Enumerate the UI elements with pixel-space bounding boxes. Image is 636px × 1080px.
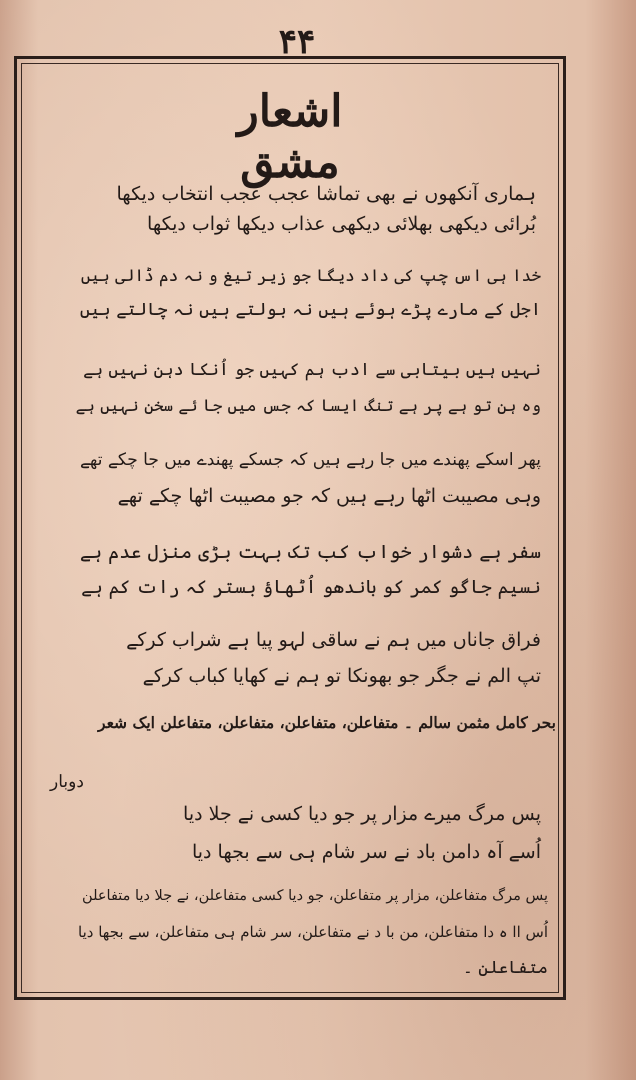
couplet-5-first-line: سفر ہے دشوار خواب کب تک بہت بڑی منزل عدم ہے: [79, 541, 541, 563]
couplet-1-first-line: ہماری آنکھوں نے بھی تماشا عجب عجب انتخاب دیکھا: [116, 183, 536, 205]
couplet-1-second-line: بُرائی دیکھی بھلائی دیکھی عذاب دیکھا ثواب دیکھا: [147, 213, 536, 235]
couplet-4-second-line: وہی مصیبت اٹھا رہے ہیں کہ جو مصیبت اٹھا چکے تھے: [117, 485, 541, 507]
sample-first-line: پس مرگ میرے مزار پر جو دیا کسی نے جلا دیا: [183, 803, 541, 825]
scansion-line-1: پس مرگ متفاعلن، مزار پر متفاعلن، جو دیا کسی متفاعلن، نے جلا دیا متفاعلن: [82, 888, 548, 904]
couplet-5-second-line: نسیم جاگو کمر کو باندھو اُٹھاؤ بستر کہ رات کم ہے: [81, 577, 541, 598]
couplet-4-first-line: پھر اسکے پھندے میں جا رہے ہیں کہ جسکے پھندے میں جا چکے تھے: [79, 450, 541, 470]
couplet-6-second-line: تپ الم نے جگر جو بھونکا تو ہم نے کھایا کباب کرکے: [142, 665, 541, 687]
couplet-6-first-line: فراق جاناں میں ہم نے ساقی لہو پیا ہے شراب کرکے: [126, 629, 541, 651]
sample-second-line: اُسے آہ دامن باد نے سر شام ہی سے بجھا دیا: [191, 841, 541, 863]
couplet-2-first-line: خدا ہی اس چپ کی داد دیگا جو زیر تیغ و نہ دم ڈالی ہیں: [80, 266, 541, 285]
scansion-line-3: متفاعلن ۔: [462, 958, 548, 978]
meter-description: بحر کامل مثمن سالم ۔ متفاعلن، متفاعلن، متفاعلن، متفاعلن ایک شعر: [98, 713, 556, 732]
repeat-label: دوبار: [50, 772, 84, 792]
couplet-2-second-line: اجل کے مارے پڑے ہوئے ہیں نہ بولتے ہیں نہ چالتے ہیں: [79, 300, 541, 320]
couplet-3-first-line: نہیں ہیں بیتابی سے ادب ہم کہیں جو اُنکا دہن نہیں ہے: [83, 360, 541, 380]
couplet-3-second-line: وہ ہن تو ہے پر ہے تنگ ایسا کہ جس میں جا ئے سخن نہیں ہے: [75, 396, 541, 415]
scansion-line-2: اُس اا ہ دا متفاعلن، من با د نے متفاعلن، سر شام ہی متفاعلن، سے بجھا دیا: [78, 923, 548, 941]
page-number: ۴۴: [278, 22, 316, 62]
page-heading: اشعار مشق: [237, 86, 343, 188]
